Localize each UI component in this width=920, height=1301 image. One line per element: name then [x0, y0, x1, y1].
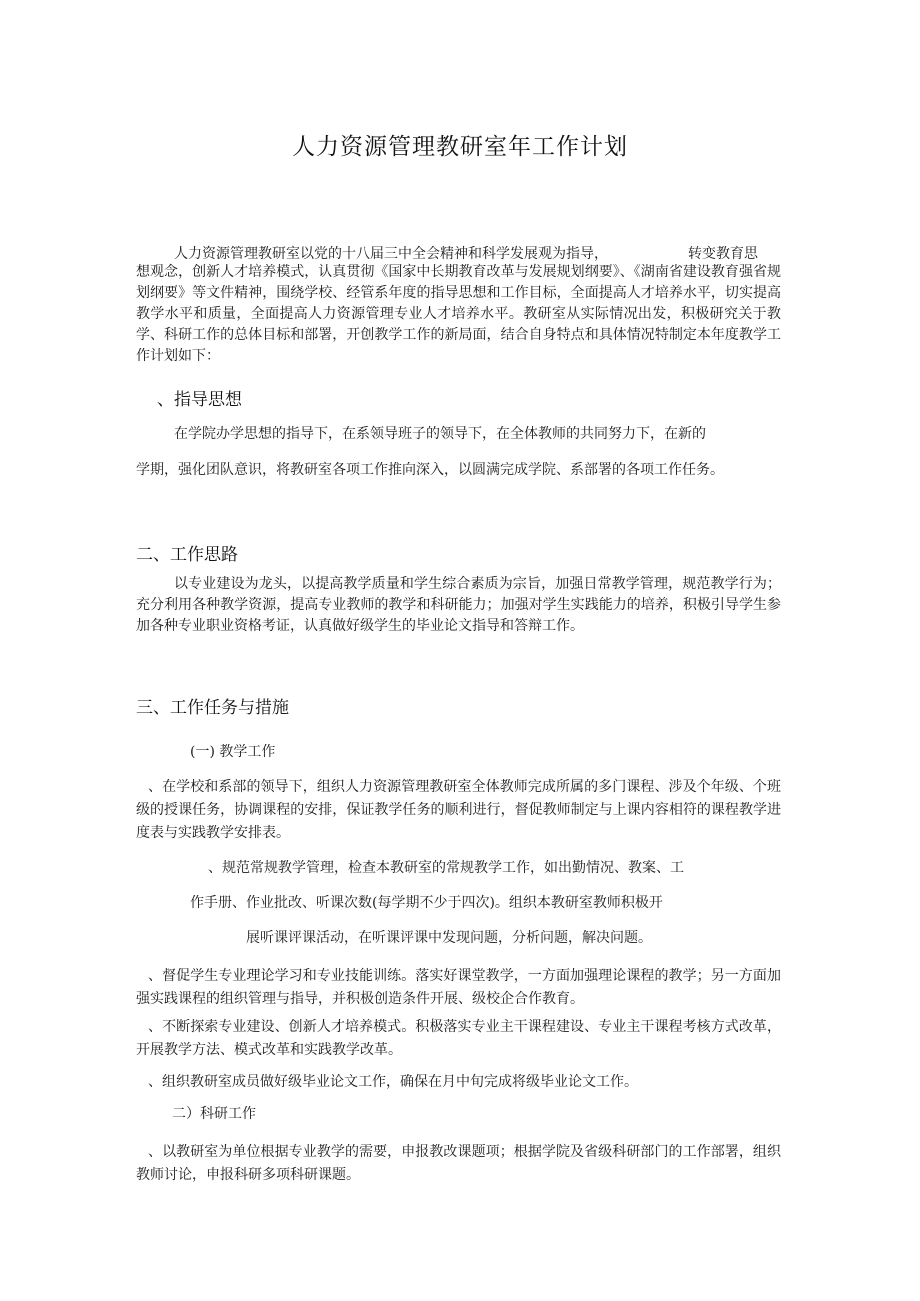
section-3-item-2-line-3: 展听课评课活动，在听课评课中发现问题，分析问题，解决问题。: [246, 930, 652, 946]
section-3-item-2-line-1: 、规范常规教学管理，检查本教研室的常规教学工作，如出勤情况、教案、工: [208, 860, 684, 876]
section-3-sub-2: 二）科研工作: [172, 1106, 256, 1122]
section-3-item-3: 、督促学生专业理论学习和专业技能训练。落实好课堂教学，一方面加强理论课程的教学；另一方面加强实践课程的组织管理与指导，并积极创造条件开展、级校企合作教育。: [136, 968, 781, 1007]
section-3-heading: 三、工作任务与措施: [136, 698, 289, 718]
intro-first-line-b: 转变教育思: [688, 246, 758, 262]
section-3-item-5: 、组织教研室成员做好级毕业论文工作，确保在月中旬完成将级毕业论文工作。: [148, 1074, 638, 1090]
intro-first-line-a: 人力资源管理教研室以党的十八届三中全会精神和科学发展观为指导，: [174, 246, 608, 262]
section-1-line-2: 学期，强化团队意识，将教研室各项工作推向深入，以圆满完成学院、系部署的各项工作任务。: [136, 462, 724, 478]
section-3-item-2-line-2: 作手册、作业批改、听课次数(每学期不少于四次)。组织本教研室教师积极开: [190, 895, 663, 911]
section-1-line-1: 在学院办学思想的指导下，在系领导班子的领导下，在全体教师的共同努力下，在新的: [174, 426, 706, 442]
section-3-item-1: 、在学校和系部的领导下，组织人力资源管理教研室全体教师完成所属的多门课程、涉及个年级、个班级的授课任务，协调课程的安排，保证教学任务的顺利进行，督促教师制定与上课内容相符的课程教学进度表与实践教学安排表。: [136, 779, 781, 841]
section-1-heading: 、指导思想: [157, 390, 242, 410]
section-2-paragraph: 以专业建设为龙头，以提高教学质量和学生综合素质为宗旨，加强日常教学管理，规范教学行为；充分利用各种教学资源，提高专业教师的教学和科研能力；加强对学生实践能力的培养，积极引导学生参加各种专业职业资格考证，认真做好级学生的毕业论文指导和答辩工作。: [136, 576, 781, 634]
section-3-item-4: 、不断探索专业建设、创新人才培养模式。积极落实专业主干课程建设、专业主干课程考核方式改革，开展教学方法、模式改革和实践教学改革。: [136, 1019, 781, 1058]
document-title: 人力资源管理教研室年工作计划: [292, 134, 628, 160]
section-3-item-6: 、以教研室为单位根据专业教学的需要，申报教改课题项；根据学院及省级科研部门的工作部署，组织教师讨论，申报科研多项科研课题。: [136, 1144, 781, 1183]
section-2-heading: 二、工作思路: [136, 545, 238, 565]
section-3-sub-1: (一) 教学工作: [190, 744, 276, 760]
intro-paragraph: 想观念，创新人才培养模式，认真贯彻《国家中长期教育改革与发展规划纲要》、《湖南省建设教育强省规划纲要》等文件精神，围绕学校、经管系年度的指导思想和工作目标，全面提高人才培养水平，切实提高教学水平和质量，全面提高人力资源管理专业人才培养水平。教研室从实际情况出发，积极研究关于教学、科研工作的总体目标和部署，开创教学工作的新局面，结合自身特点和具体情况特制定本年度教学工作计划如下：: [136, 264, 781, 364]
